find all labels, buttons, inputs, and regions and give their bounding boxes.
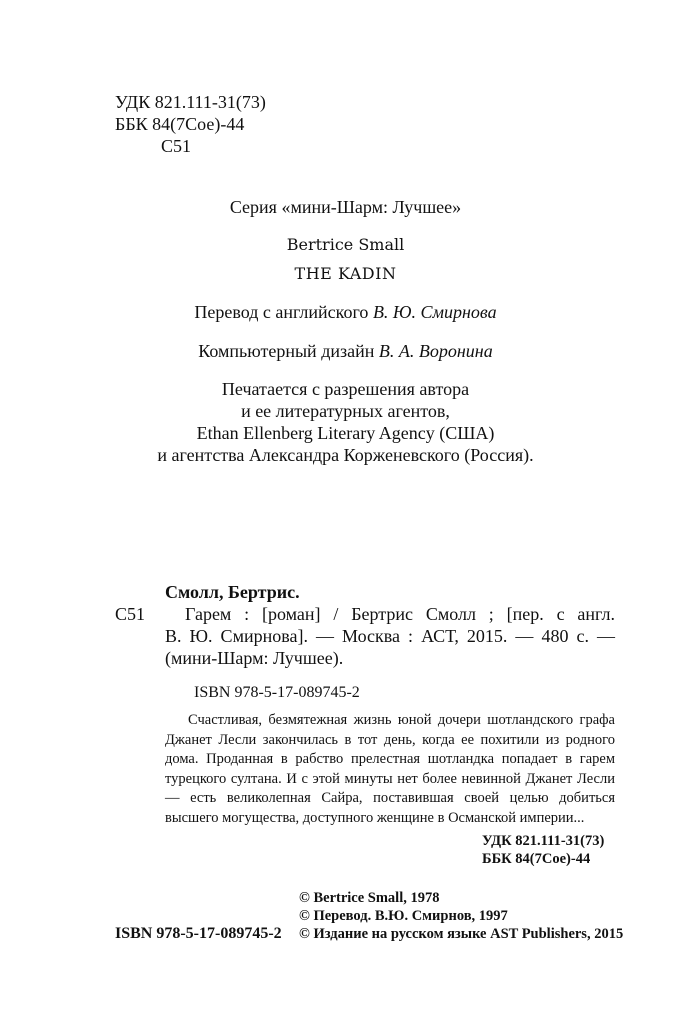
catalog-line-1: Гарем : [роман] / Бертрис Смолл ; [пер. с англ.: [185, 604, 615, 624]
copyright-line: © Bertrice Small, 1978: [299, 890, 440, 906]
catalog-code: С51: [115, 604, 146, 624]
copyright-line: © Издание на русском языке AST Publishers, 2015: [299, 926, 624, 942]
original-title: THE KADIN: [294, 264, 397, 283]
permission-line: и агентства Александра Корженевского (Россия).: [157, 445, 534, 465]
author-mark: С51: [161, 136, 192, 156]
udk-code-bottom: УДК 821.111-31(73): [482, 833, 605, 849]
permission-line: Ethan Ellenberg Literary Agency (США): [196, 423, 495, 443]
isbn-bottom: ISBN 978-5-17-089745-2: [115, 925, 282, 942]
translator-name: В. Ю. Смирнова: [372, 302, 497, 322]
bbk-code-bottom: ББК 84(7Сое)-44: [482, 851, 591, 867]
catalog-author-heading: Смолл, Бертрис.: [165, 582, 300, 602]
catalog-card: [115, 581, 615, 669]
top-classification: [115, 91, 266, 157]
permission-line: Печатается с разрешения автора: [221, 379, 470, 399]
catalog-line-2: В. Ю. Смирнова]. — Москва : АСТ, 2015. — 480 с. —: [165, 626, 615, 646]
copyright-line: © Перевод. В.Ю. Смирнов, 1997: [299, 908, 508, 924]
udk-code: УДК 821.111-31(73): [115, 92, 266, 112]
translation-label: Перевод с английского: [194, 302, 369, 322]
design-label: Компьютерный дизайн: [198, 341, 375, 361]
bottom-classification: [482, 832, 604, 868]
catalog-line-3: (мини-Шарм: Лучшее).: [165, 648, 344, 668]
design-credit: [0, 341, 691, 362]
series-title: Серия «мини-Шарм: Лучшее»: [229, 197, 462, 217]
permission-notice: [0, 378, 691, 466]
copyright-block: [299, 889, 623, 943]
bbk-code: ББК 84(7Сое)-44: [115, 114, 245, 134]
designer-name: В. А. Воронина: [378, 341, 493, 361]
catalog-isbn: ISBN 978-5-17-089745-2: [194, 684, 360, 701]
translation-credit: [0, 302, 691, 323]
original-author: Bertrice Small: [286, 235, 405, 254]
annotation-text: Счастливая, безмятежная жизнь юной дочери шотландского графа Джанет Лесли закончилась в тот день, когда ее похитили из родного дома. Проданная в рабство прелестная шотландка попадает в гарем турецкого султана. И с этой минуты нет более невинной Джанет Лесли — есть великолепная Сайра, поставившая своей целью добиться высшего могущества, доступного женщине в Османской империи...: [165, 712, 615, 826]
permission-line: и ее литературных агентов,: [241, 401, 450, 421]
annotation: [165, 711, 615, 828]
